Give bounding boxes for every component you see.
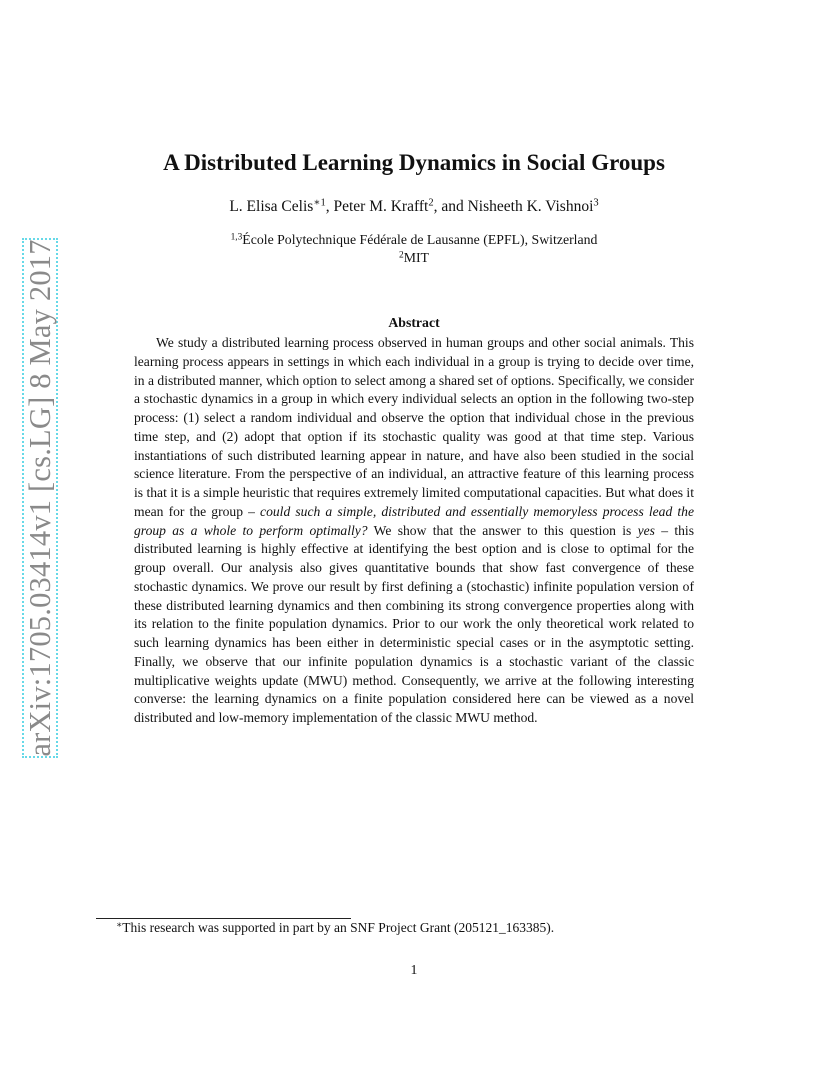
author-marks: ∗1 (313, 197, 326, 209)
author-name: L. Elisa Celis (229, 198, 314, 215)
abstract-text: – this distributed learning is highly effective at identifying the best option and is close to optimal for the group overall. Our analysis also gives quantitative bounds that show fast convergence of these stochastic dynamics. We prove our result by first defining a (stochastic) infinite population version of these distributed learning dynamics and then combining its strong convergence properties along with its relation to the finite population dynamics. Prior to our work the only theoretical work related to such learning dynamics has been either in deterministic special cases or in the asymptotic setting. Finally, we observe that our infinite population dynamics is a stochastic variant of the classic multiplicative weights update (MWU) method. Consequently, we arrive at the following interesting converse: the learning dynamics on a finite population considered here can be viewed as a novel distributed and low-memory implementation of the classic MWU method. (134, 522, 694, 725)
footnote-text: This research was supported in part by an SNF Project Grant (205121_163385). (122, 920, 555, 935)
abstract-emphasis: could such a simple, distributed and essentially memoryless process lead the group as a whole to perform optimally? (134, 503, 695, 538)
affiliation-epfl (0, 232, 828, 248)
abstract-body (134, 334, 694, 728)
author-list (0, 198, 828, 216)
abstract-text: We show that the answer to this question is (367, 522, 638, 538)
abstract-heading: Abstract (388, 315, 440, 330)
author-marks: 3 (593, 197, 599, 209)
author-name: Nisheeth K. Vishnoi (467, 198, 594, 215)
abstract-text: We study a distributed learning process observed in human groups and other social animals. This learning process appears in settings in which each individual in a group is trying to decide over time, in a distributed manner, which option to select among a shared set of options. Specifically, we consider a stochastic dynamics in a group in which every individual selects an option in the following two-step process: (1) select a random individual and observe the option that individual chose in the previous time step, and (2) adopt that option if its stochastic quality was good at that time step. Various instantiations of such distributed learning appear in nature, and have also been studied in the social science literature. From the perspective of an individual, an attractive feature of this learning process is that it is a simple heuristic that requires extremely limited computational capacities. But what does it mean for the group – (134, 335, 694, 519)
affiliation-marks: 1,3 (230, 232, 243, 243)
arxiv-identifier-stamp: arXiv:1705.03414v1 [cs.LG] 8 May 2017 (22, 239, 57, 757)
affiliation-text: École Polytechnique Fédérale de Lausanne (EPFL), Switzerland (242, 232, 598, 247)
author-separator: , and (433, 198, 468, 215)
paper-title: A Distributed Learning Dynamics in Social Groups (163, 150, 665, 175)
author-name: Peter M. Krafft (333, 198, 429, 215)
author-marks: 2 (428, 197, 434, 209)
affiliation-marks: 2 (399, 250, 404, 261)
affiliation-text: MIT (403, 250, 429, 265)
affiliation-mit (0, 250, 828, 266)
footnote-mark: ∗ (116, 919, 123, 930)
author-separator: , (325, 198, 334, 215)
footnote (116, 920, 716, 936)
page-number: 1 (410, 962, 418, 977)
footnote-divider (96, 918, 351, 919)
abstract-emphasis: yes (637, 522, 655, 538)
